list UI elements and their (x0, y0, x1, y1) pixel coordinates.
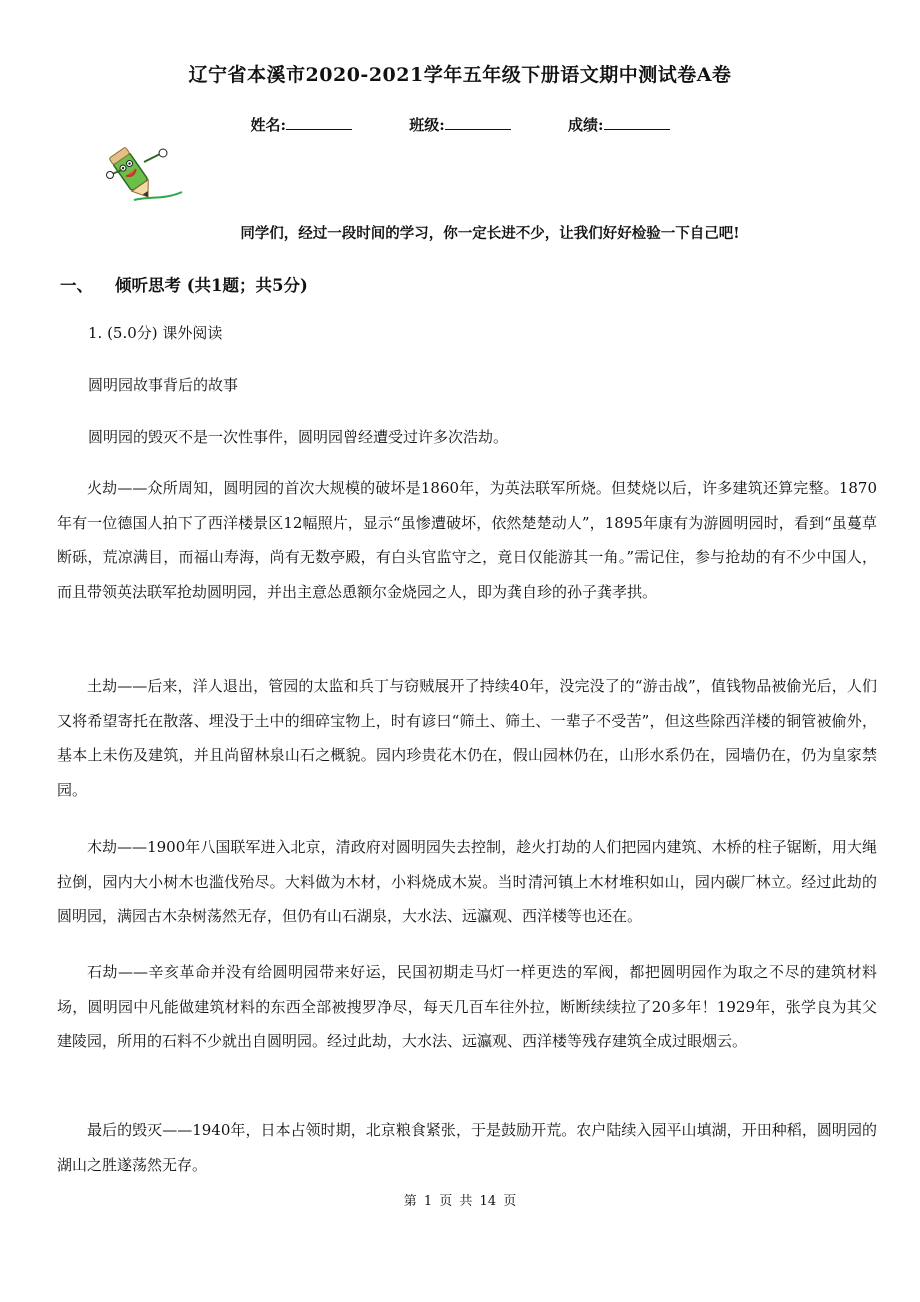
question-label: 1. (5.0分) 课外阅读 (88, 324, 223, 342)
article-title: 圆明园故事背后的故事 (88, 376, 239, 394)
score-blank[interactable] (604, 115, 670, 130)
paragraph-text: 石劫——辛亥革命并没有给圆明园带来好运，民国初期走马灯一样更迭的军阀，都把圆明园作为取之不尽的建筑材料场，圆明园中凡能做建筑材料的东西全部被搜罗净尽，每天几百车往外拉，断断续续拉了20多年！1929年，张学良为其父建陵园，所用的石料不少就出自圆明园。经过此劫，大水法、远瀛观、西洋楼等残存建筑全成过眼烟云。 (57, 963, 877, 1050)
paragraph-text: 土劫——后来，洋人退出，管园的太监和兵丁与窃贼展开了持续40年，没完没了的“游击战”，值钱物品被偷光后，人们又将希望寄托在散落、埋没于土中的细碎宝物上，时有谚曰“筛土、筛土、一辈子不受苦”，但这些除西洋楼的铜管被偷外，基本上未伤及建筑，并且尚留林泉山石之概貌。园内珍贵花木仍在，假山园林仍在，山形水系仍在，园墙仍在，仍为皇家禁园。 (57, 677, 877, 799)
section-heading (60, 272, 308, 296)
greeting-text: 同学们，经过一段时间的学习，你一定长进不少，让我们好好检验一下自己吧! (240, 225, 740, 242)
paragraph-earth (57, 669, 877, 807)
section-number: 一、 (60, 276, 93, 295)
name-blank[interactable] (286, 115, 352, 130)
paragraph-fire (57, 471, 877, 609)
student-info-row (0, 114, 920, 135)
pencil-mascot-icon (104, 140, 184, 206)
paragraph-text: 火劫——众所周知，圆明园的首次大规模的破坏是1860年，为英法联军所烧。但焚烧以后，许多建筑还算完整。1870年有一位德国人拍下了西洋楼景区12幅照片，显示“虽惨遭破坏，依然楚楚动人”，1895年康有为游圆明园时，看到“虽蔓草断砾，荒凉满目，而福山寿海，尚有无数亭殿，有白头官监守之，竟日仅能游其一角。”需记住，参与抢劫的有不少中国人，而且带领英法联军抢劫圆明园，并出主意怂恿额尔金烧园之人，即为龚自珍的孙子龚孝拱。 (57, 479, 877, 601)
page-title: 辽宁省本溪市2020-2021学年五年级下册语文期中测试卷A卷 (188, 64, 732, 86)
article-intro: 圆明园的毁灭不是一次性事件，圆明园曾经遭受过许多次浩劫。 (88, 428, 509, 446)
class-blank[interactable] (445, 115, 511, 130)
page-footer: 第 1 页 共 14 页 (403, 1194, 517, 1209)
class-label: 班级: (409, 116, 445, 134)
section-title: 倾听思考 (共1题；共5分) (115, 276, 308, 295)
score-label: 成绩: (568, 116, 604, 134)
paragraph-final (57, 1113, 877, 1182)
paragraph-text: 木劫——1900年八国联军进入北京，清政府对圆明园失去控制，趁火打劫的人们把园内建筑、木桥的柱子锯断，用大绳拉倒，园内大小树木也滥伐殆尽。大料做为木材，小料烧成木炭。当时清河镇上木材堆积如山，园内碳厂林立。经过此劫的圆明园，满园古木杂树荡然无存，但仍有山石湖泉，大水法、远瀛观、西洋楼等也还在。 (57, 838, 877, 925)
class-field (409, 114, 511, 135)
name-label: 姓名: (250, 116, 286, 134)
paragraph-wood (57, 830, 877, 934)
name-field (250, 114, 352, 135)
score-field (568, 114, 670, 135)
paragraph-stone (57, 955, 877, 1059)
paragraph-text: 最后的毁灭——1940年，日本占领时期，北京粮食紧张，于是鼓励开荒。农户陆续入园平山填湖，开田种稻，圆明园的湖山之胜遂荡然无存。 (57, 1121, 877, 1174)
